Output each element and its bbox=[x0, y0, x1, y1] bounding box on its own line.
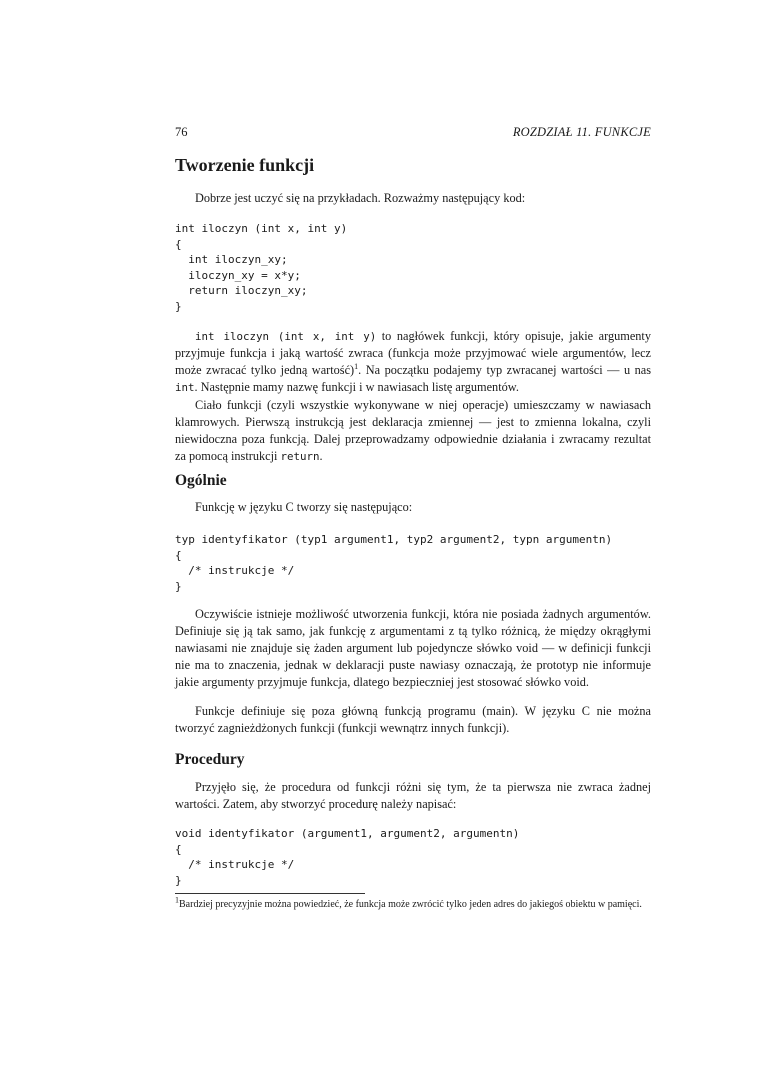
page-number: 76 bbox=[175, 125, 188, 139]
text-span: . bbox=[319, 449, 323, 463]
section1-paragraph-2 bbox=[175, 397, 651, 465]
code-block-iloczyn: int iloczyn (int x, int y) { int iloczyn_xy; iloczyn_xy = x*y; return iloczyn_xy; } bbox=[175, 222, 348, 313]
chapter-title: ROZDZIAŁ 11. FUNKCJE bbox=[512, 125, 651, 139]
footnote-divider bbox=[175, 893, 365, 894]
text-span: to nagłówek funkcji, który opisuje, jakie argumenty przyjmuje funkcja i jaką wartość zwraca (funkcja może przyjmować wiele argumentów, lecz może zwracać tylko jedną wartość) bbox=[175, 329, 651, 377]
inline-code-return: return bbox=[280, 450, 320, 463]
footnote-ref: 1 bbox=[354, 361, 359, 371]
footnote-text: Bardziej precyzyjnie można powiedzieć, że funkcja może zwrócić tylko jeden adres do jakiegoś obiektu w pamięci. bbox=[179, 899, 642, 910]
footnote bbox=[175, 895, 651, 912]
text-span: . Następnie mamy nazwę funkcji i w nawiasach listę argumentów. bbox=[194, 380, 519, 394]
footnote-mark: 1 bbox=[175, 895, 179, 905]
section2-intro: Funkcję w języku C tworzy się następująco: bbox=[195, 500, 413, 514]
section-title-ogolnie: Ogólnie bbox=[175, 472, 227, 489]
section-title-tworzenie: Tworzenie funkcji bbox=[175, 155, 315, 175]
text-span: Ciało funkcji (czyli wszystkie wykonywane w niej operacje) umieszczamy w nawiasach klamrowych. Pierwszą instrukcją jest deklaracja zmiennej — jest to zmienna lokalna, czyli niewidoczna poza funkcją. Dalej przeprowadzamy odpowiednie działania i zwracamy rezultat za pomocą instrukcji bbox=[175, 398, 651, 463]
inline-code-int: int bbox=[175, 381, 195, 394]
inline-code-header: int iloczyn (int x, int y) bbox=[195, 330, 377, 343]
text-span: . Na początku podajemy typ zwracanej wartości — u nas bbox=[358, 363, 652, 377]
code-block-general: typ identyfikator (typ1 argument1, typ2 argument2, typn argumentn) { /* instrukcje */ } bbox=[175, 533, 613, 593]
section2-paragraph-1: Oczywiście istnieje możliwość utworzenia funkcji, która nie posiada żadnych argumentów. Definiuje się ją tak samo, jak funkcję z argumentami z tą tylko różnicą, że między okrągłymi nawiasami nie znajduje się żaden argument lub pojedyncze słówko void — w definicji funkcji nie ma to znaczenia, jednak w deklaracji puste nawiasy oznaczają, że prototyp nie informuje jakie argumenty przyjmuje funkcja, dlatego bezpieczniej jest stosować słówko void. bbox=[175, 607, 651, 689]
section1-intro: Dobrze jest uczyć się na przykładach. Rozważmy następujący kod: bbox=[195, 191, 526, 205]
section2-paragraph-2: Funkcje definiuje się poza główną funkcją programu (main). W języku C nie można tworzyć zagnieżdżonych funkcji (funkcji wewnątrz innych funkcji). bbox=[175, 704, 651, 735]
running-header bbox=[175, 125, 651, 140]
section1-paragraph-1 bbox=[175, 328, 651, 396]
code-block-procedure: void identyfikator (argument1, argument2, argumentn) { /* instrukcje */ } bbox=[175, 827, 520, 887]
section-title-procedury: Procedury bbox=[175, 751, 245, 768]
section3-intro: Przyjęło się, że procedura od funkcji różni się tym, że ta pierwsza nie zwraca żadnej wartości. Zatem, aby stworzyć procedurę należy napisać: bbox=[175, 780, 651, 811]
